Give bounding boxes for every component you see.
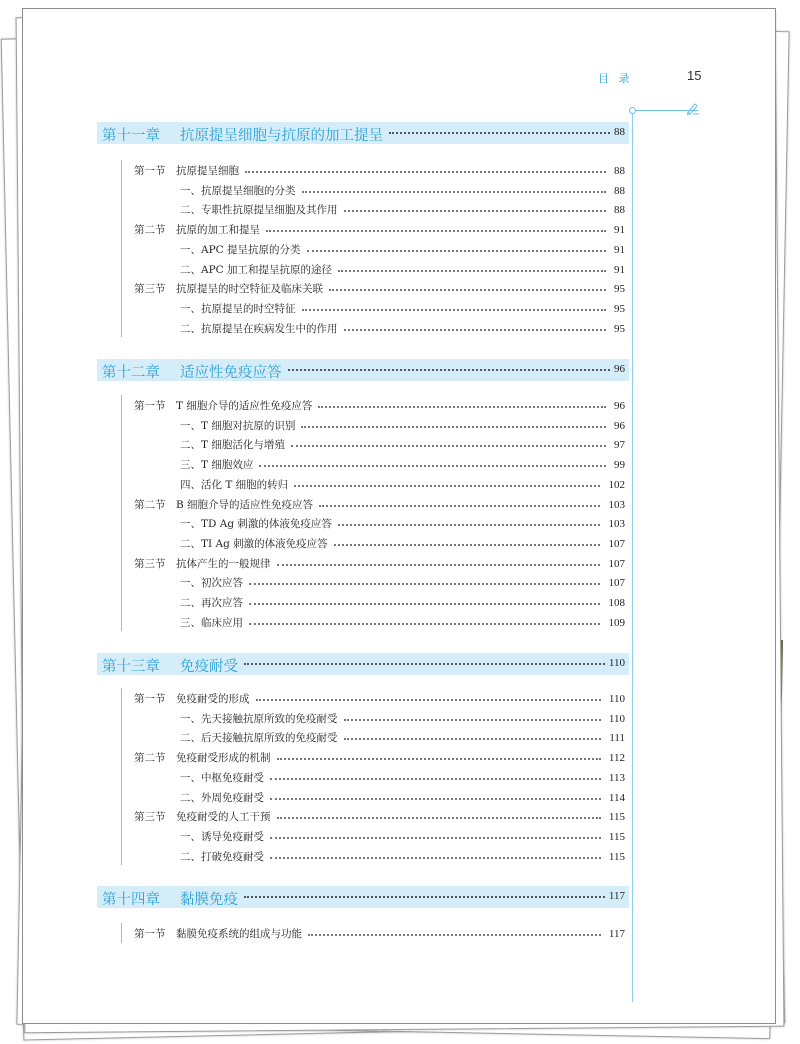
toc-section-entry[interactable] bbox=[134, 690, 625, 708]
dot-leader bbox=[277, 817, 601, 819]
entry-page-number: 117 bbox=[608, 928, 625, 940]
chapter-title: 黏膜免疫 bbox=[180, 892, 238, 908]
entry-page-number: 109 bbox=[608, 616, 625, 629]
section-number: 第一节 bbox=[134, 693, 166, 705]
chapter-page-number: 88 bbox=[614, 126, 625, 138]
entry-title: 一、抗原提呈的时空特征 bbox=[180, 302, 296, 315]
entry-page-number: 102 bbox=[608, 478, 625, 491]
entry-title: 抗原提呈的时空特征及临床关联 bbox=[176, 283, 323, 296]
dot-leader bbox=[245, 171, 606, 173]
chapter-title: 适应性免疫应答 bbox=[180, 365, 282, 381]
dot-leader bbox=[318, 406, 606, 408]
dot-leader bbox=[389, 132, 610, 134]
section-bracket-line bbox=[121, 688, 122, 865]
toc-section-entry[interactable] bbox=[134, 925, 625, 943]
entry-title: 三、T 细胞效应 bbox=[180, 459, 254, 472]
dot-leader bbox=[344, 719, 601, 721]
entry-page-number: 99 bbox=[614, 459, 625, 472]
entry-title: 一、APC 提呈抗原的分类 bbox=[180, 243, 301, 256]
chapter-page-number: 110 bbox=[608, 657, 625, 669]
dot-leader bbox=[244, 663, 605, 665]
toc-subsection-entry[interactable] bbox=[134, 828, 625, 846]
toc-section-entry[interactable] bbox=[134, 397, 625, 415]
dot-leader bbox=[256, 699, 601, 701]
section-number: 第三节 bbox=[134, 283, 166, 296]
toc-section-entry[interactable] bbox=[134, 496, 625, 514]
entry-page-number: 115 bbox=[608, 811, 625, 824]
pen-icon bbox=[686, 101, 700, 115]
entry-page-number: 103 bbox=[608, 518, 625, 531]
entry-title: 免疫耐受的人工干预 bbox=[176, 811, 271, 824]
entry-page-number: 108 bbox=[608, 597, 625, 609]
entry-title: 二、专职性抗原提呈细胞及其作用 bbox=[180, 204, 338, 217]
toc-subsection-entry[interactable] bbox=[134, 201, 625, 219]
page-number: 15 bbox=[687, 68, 702, 83]
dot-leader bbox=[302, 191, 606, 193]
toc-subsection-entry[interactable] bbox=[134, 848, 625, 866]
entry-title: 二、TI Ag 刺激的体液免疫应答 bbox=[180, 537, 328, 550]
entry-title: 抗原的加工和提呈 bbox=[176, 224, 260, 237]
dot-leader bbox=[244, 896, 605, 898]
dot-leader bbox=[259, 465, 606, 467]
entry-page-number: 110 bbox=[608, 693, 625, 705]
entry-page-number: 88 bbox=[614, 165, 625, 177]
toc-section-entry[interactable] bbox=[134, 808, 625, 826]
chapter-heading[interactable] bbox=[97, 886, 629, 908]
chapter-number: 第十一章 bbox=[102, 128, 160, 144]
toc-subsection-entry[interactable] bbox=[134, 456, 625, 474]
dot-leader bbox=[266, 230, 606, 232]
dot-leader bbox=[277, 758, 601, 760]
entry-page-number: 91 bbox=[614, 224, 625, 237]
running-header-label: 目 录 bbox=[598, 72, 633, 85]
entry-title: 一、抗原提呈细胞的分类 bbox=[180, 184, 296, 197]
dot-leader bbox=[301, 426, 606, 428]
toc-subsection-entry[interactable] bbox=[134, 476, 625, 494]
dot-leader bbox=[270, 778, 601, 780]
entry-page-number: 115 bbox=[608, 850, 625, 863]
entry-title: 抗原提呈细胞 bbox=[176, 165, 239, 177]
dot-leader bbox=[302, 309, 606, 311]
dot-leader bbox=[291, 445, 606, 447]
section-number: 第三节 bbox=[134, 557, 166, 570]
dot-leader bbox=[270, 798, 601, 800]
chapter-heading[interactable] bbox=[97, 359, 629, 381]
toc-section-entry[interactable] bbox=[134, 221, 625, 239]
entry-page-number: 107 bbox=[608, 537, 625, 550]
toc-subsection-entry[interactable] bbox=[134, 710, 625, 728]
entry-page-number: 103 bbox=[608, 498, 625, 511]
entry-page-number: 97 bbox=[614, 439, 625, 452]
dot-leader bbox=[249, 623, 600, 625]
entry-title: 一、先天接触抗原所致的免疫耐受 bbox=[180, 712, 338, 725]
entry-page-number: 95 bbox=[614, 302, 625, 315]
entry-title: 二、抗原提呈在疾病发生中的作用 bbox=[180, 322, 338, 335]
chapter-number: 第十三章 bbox=[102, 659, 160, 675]
dot-leader bbox=[270, 857, 601, 859]
entry-page-number: 95 bbox=[614, 322, 625, 335]
dot-leader bbox=[338, 524, 600, 526]
margin-line-dot bbox=[629, 107, 636, 114]
toc-subsection-entry[interactable] bbox=[134, 320, 625, 338]
entry-page-number: 88 bbox=[614, 204, 625, 217]
entry-title: 三、临床应用 bbox=[180, 616, 243, 629]
entry-title: 一、中枢免疫耐受 bbox=[180, 771, 264, 784]
toc-subsection-entry[interactable] bbox=[134, 182, 625, 200]
margin-line bbox=[632, 110, 633, 1002]
toc-subsection-entry[interactable] bbox=[134, 241, 625, 259]
section-bracket-line bbox=[121, 160, 122, 337]
toc-section-entry[interactable] bbox=[134, 749, 625, 767]
entry-page-number: 113 bbox=[608, 771, 625, 784]
dot-leader bbox=[334, 544, 600, 546]
toc-subsection-entry[interactable] bbox=[134, 436, 625, 454]
dot-leader bbox=[344, 210, 606, 212]
dot-leader bbox=[308, 934, 601, 936]
chapter-page-number: 96 bbox=[614, 363, 625, 375]
entry-page-number: 96 bbox=[614, 419, 625, 432]
toc-section-entry[interactable] bbox=[134, 162, 625, 180]
section-number: 第二节 bbox=[134, 498, 166, 511]
section-number: 第一节 bbox=[134, 928, 166, 940]
section-number: 第三节 bbox=[134, 811, 166, 824]
entry-title: 抗体产生的一般规律 bbox=[176, 557, 271, 570]
dot-leader bbox=[344, 738, 601, 740]
chapter-page-number: 117 bbox=[608, 890, 625, 902]
section-number: 第二节 bbox=[134, 752, 166, 765]
section-number: 第二节 bbox=[134, 224, 166, 237]
entry-page-number: 107 bbox=[608, 557, 625, 570]
dot-leader bbox=[307, 250, 606, 252]
toc-subsection-entry[interactable] bbox=[134, 574, 625, 592]
toc-subsection-entry[interactable] bbox=[134, 614, 625, 632]
entry-page-number: 111 bbox=[609, 732, 625, 745]
entry-title: 免疫耐受形成的机制 bbox=[176, 752, 271, 765]
entry-title: 黏膜免疫系统的组成与功能 bbox=[176, 928, 302, 940]
entry-title: 一、诱导免疫耐受 bbox=[180, 830, 264, 843]
dot-leader bbox=[288, 369, 610, 371]
toc-subsection-entry[interactable] bbox=[134, 417, 625, 435]
entry-page-number: 110 bbox=[608, 712, 625, 725]
entry-page-number: 107 bbox=[608, 577, 625, 590]
entry-title: 二、APC 加工和提呈抗原的途径 bbox=[180, 263, 333, 276]
entry-title: 二、T 细胞活化与增殖 bbox=[180, 439, 285, 452]
entry-title: 二、外周免疫耐受 bbox=[180, 791, 264, 804]
chapter-title: 抗原提呈细胞与抗原的加工提呈 bbox=[180, 128, 383, 144]
entry-title: T 细胞介导的适应性免疫应答 bbox=[176, 400, 313, 412]
dot-leader bbox=[319, 505, 600, 507]
entry-page-number: 115 bbox=[608, 830, 625, 843]
entry-title: 免疫耐受的形成 bbox=[176, 693, 250, 705]
dot-leader bbox=[249, 583, 600, 585]
chapter-number: 第十四章 bbox=[102, 892, 160, 908]
section-number: 第一节 bbox=[134, 165, 166, 177]
entry-title: B 细胞介导的适应性免疫应答 bbox=[176, 498, 314, 511]
chapter-title: 免疫耐受 bbox=[180, 659, 238, 675]
toc-section-entry[interactable] bbox=[134, 280, 625, 298]
entry-title: 一、T 细胞对抗原的识别 bbox=[180, 419, 296, 432]
entry-page-number: 95 bbox=[614, 283, 625, 296]
dot-leader bbox=[277, 564, 600, 566]
toc-subsection-entry[interactable] bbox=[134, 515, 625, 533]
entry-page-number: 114 bbox=[608, 791, 625, 804]
chapter-number: 第十二章 bbox=[102, 365, 160, 381]
dot-leader bbox=[344, 329, 606, 331]
entry-title: 二、再次应答 bbox=[180, 597, 243, 609]
section-number: 第一节 bbox=[134, 400, 166, 412]
entry-title: 二、后天接触抗原所致的免疫耐受 bbox=[180, 732, 338, 745]
entry-title: 一、初次应答 bbox=[180, 577, 243, 590]
entry-page-number: 91 bbox=[614, 263, 625, 276]
toc-subsection-entry[interactable] bbox=[134, 594, 625, 612]
entry-title: 四、活化 T 细胞的转归 bbox=[180, 478, 289, 491]
toc-subsection-entry[interactable] bbox=[134, 261, 625, 279]
entry-page-number: 88 bbox=[614, 184, 625, 197]
entry-page-number: 96 bbox=[614, 400, 625, 412]
dot-leader bbox=[249, 603, 600, 605]
dot-leader bbox=[329, 289, 606, 291]
entry-page-number: 91 bbox=[614, 243, 625, 256]
section-bracket-line bbox=[121, 923, 122, 943]
toc-subsection-entry[interactable] bbox=[134, 729, 625, 747]
section-bracket-line bbox=[121, 395, 122, 631]
toc-subsection-entry[interactable] bbox=[134, 300, 625, 318]
dot-leader bbox=[270, 837, 601, 839]
entry-page-number: 112 bbox=[608, 752, 625, 765]
entry-title: 一、TD Ag 刺激的体液免疫应答 bbox=[180, 518, 332, 531]
chapter-heading[interactable] bbox=[97, 122, 629, 144]
entry-title: 二、打破免疫耐受 bbox=[180, 850, 264, 863]
toc-section-entry[interactable] bbox=[134, 555, 625, 573]
toc-subsection-entry[interactable] bbox=[134, 535, 625, 553]
toc-subsection-entry[interactable] bbox=[134, 789, 625, 807]
chapter-heading[interactable] bbox=[97, 653, 629, 675]
dot-leader bbox=[294, 485, 600, 487]
dot-leader bbox=[338, 270, 606, 272]
toc-subsection-entry[interactable] bbox=[134, 769, 625, 787]
